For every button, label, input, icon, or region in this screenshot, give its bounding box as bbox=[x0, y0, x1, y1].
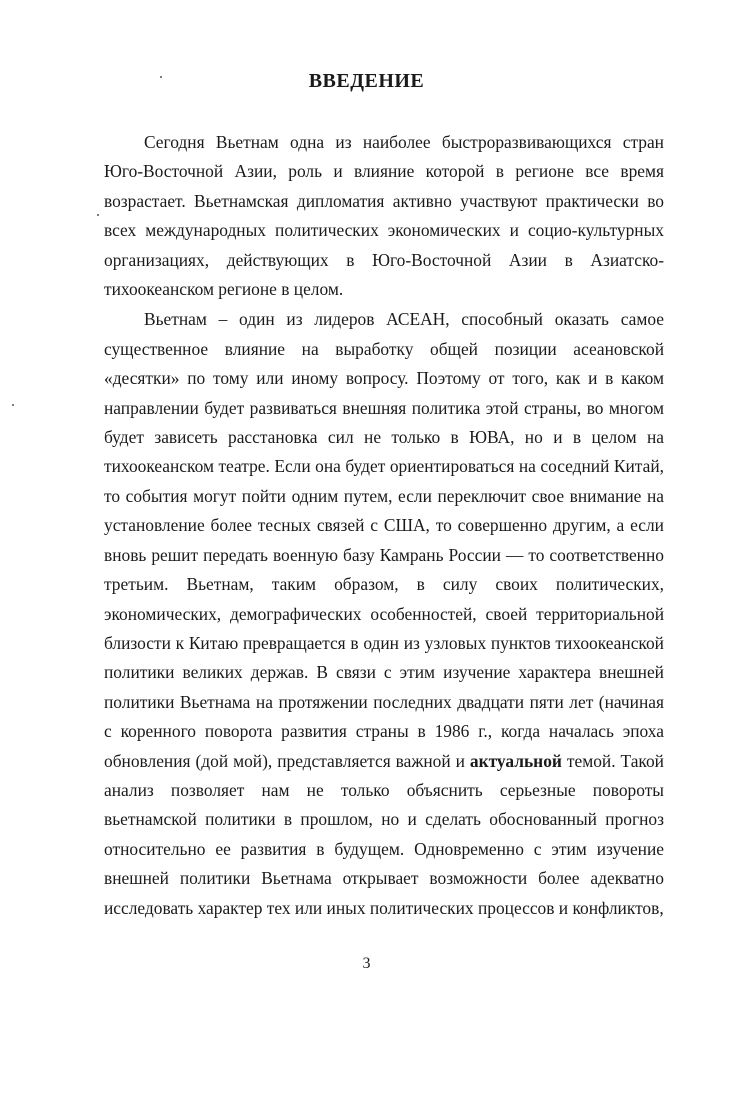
scan-speck bbox=[97, 214, 99, 216]
paragraph-2-text-after: темой. Такой анализ позволяет нам не только объяснить серьезные повороты вьетнамской политики в прошлом, но и сделать обоснованный прогноз относительно ее развития в будущем. Одновременно с этим изучение внешней политики Вьетнама открывает возможности более адекватно исследовать характер тех или иных политических процессов и конфликтов, bbox=[104, 750, 664, 918]
scan-speck bbox=[12, 404, 14, 406]
paragraph-2 bbox=[104, 305, 664, 923]
paragraph-2-text-before: Вьетнам – один из лидеров АСЕАН, способный оказать самое существенное влияние на выработку общей позиции асеановской «десятки» по тому или иному вопросу. Поэтому от того, как и в каком направлении будет развиваться внешняя политика этой страны, во многом будет зависеть расстановка сил не только в ЮВА, но и в целом на тихоокеанском театре. Если она будет ориентироваться на соседний Китай, то события могут пойти одним путем, если переключит свое внимание на установление более тесных связей с США, то совершенно другим, а если вновь решит передать военную базу Камрань России — то соответственно третьим. Вьетнам, таким образом, в силу своих политических, экономических, демографических особенностей, своей территориальной близости к Китаю превращается в один из узловых пунктов тихоокеанской политики великих держав. В связи с этим изучение характера внешней политики Вьетнама на протяжении последних двадцати пяти лет (начиная с коренного поворота развития страны в 1986 г., когда началась эпоха обновления (дой мой), представляется важной и bbox=[104, 309, 664, 771]
bold-term: актуальной bbox=[469, 750, 562, 771]
page-number: 3 bbox=[362, 955, 371, 972]
paragraph-1: Сегодня Вьетнам одна из наиболее быстроразвивающихся стран Юго-Восточной Азии, роль и влияние которой в регионе все время возрастает. Вьетнамская дипломатия активно участвуют практически во всех международных политических экономических и социо-культурных организациях, действующих в Юго-Восточной Азии в Азиатско-тихоокеанском регионе в целом. bbox=[104, 132, 664, 300]
document-body bbox=[104, 128, 664, 923]
page-title: ВВЕДЕНИЕ bbox=[308, 70, 425, 92]
